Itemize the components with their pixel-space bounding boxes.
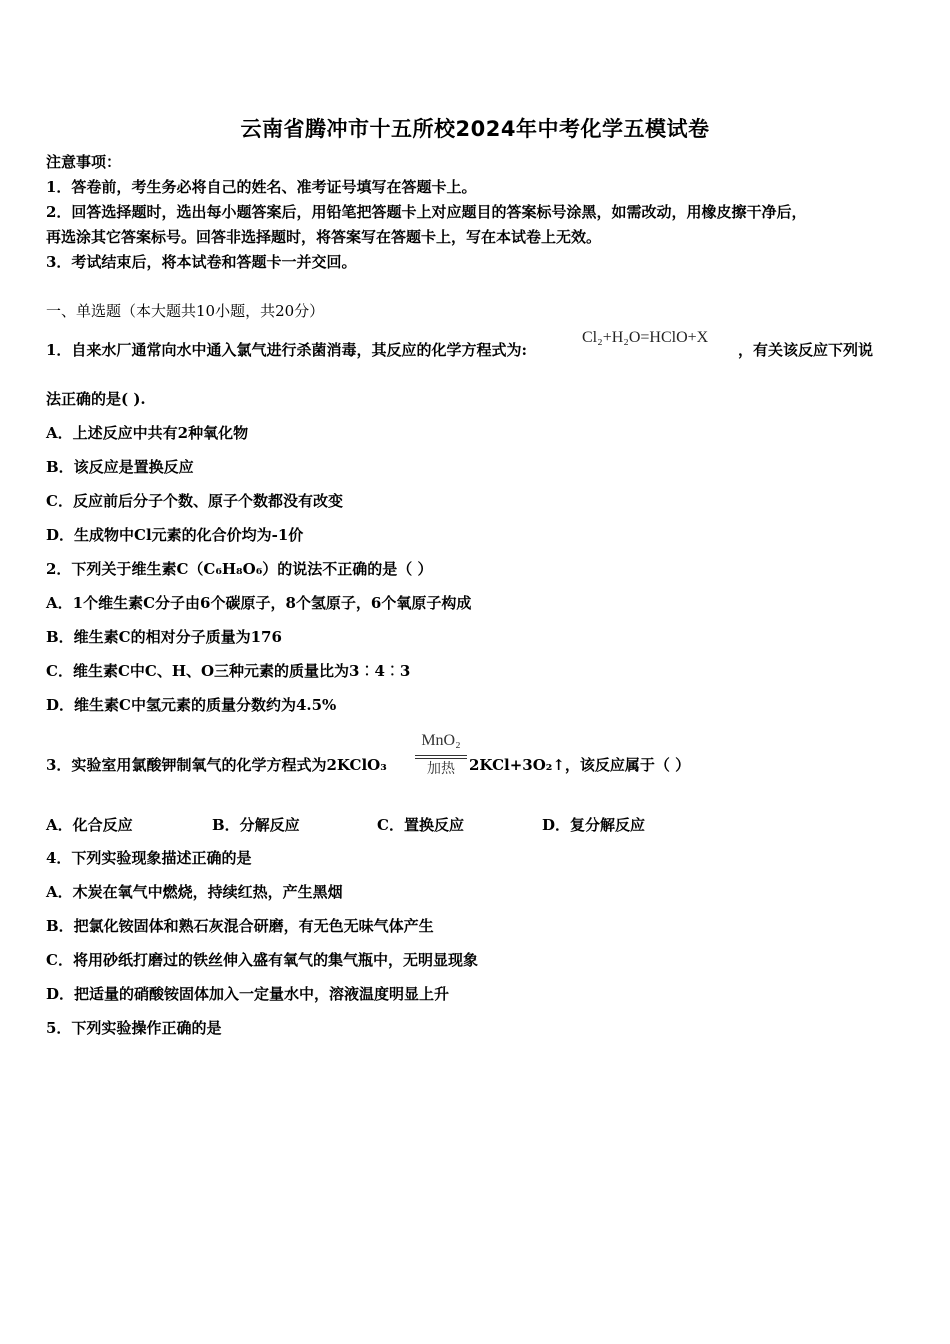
catalyst-label: MnO₂	[421, 732, 461, 749]
q1-equation: Cl₂+H₂O=HClO+X	[582, 329, 709, 346]
q3-stem-post: 2KCl+3O₂↑，该反应属于（ ）	[469, 756, 691, 774]
q3-option-a: A．化合反应	[46, 816, 133, 834]
q1-stem-tail: ，有关该反应下列说	[738, 341, 874, 359]
q5-stem: 5．下列实验操作正确的是	[46, 1019, 222, 1037]
q2-option-c: C．维生素C中C、H、O三种元素的质量比为3︰4︰3	[46, 662, 411, 680]
section-heading: 一、单选题（本大题共10小题，共20分）	[46, 302, 325, 320]
page-title: 云南省腾冲市十五所校2024年中考化学五模试卷	[240, 117, 710, 141]
q2-stem: 2．下列关于维生素C（C₆H₈O₆）的说法不正确的是（ ）	[46, 560, 433, 578]
reaction-condition	[415, 731, 467, 780]
equals-bar	[415, 755, 467, 756]
q1-stem: 1．自来水厂通常向水中通入氯气进行杀菌消毒，其反应的化学方程式为:	[46, 341, 527, 359]
notice-item: 再选涂其它答案标号。回答非选择题时，将答案写在答题卡上，写在本试卷上无效。	[46, 228, 602, 246]
q4-option-b: B．把氯化铵固体和熟石灰混合研磨，有无色无味气体产生	[46, 917, 434, 935]
notice-item: 2．回答选择题时，选出每小题答案后，用铅笔把答题卡上对应题目的答案标号涂黑，如需改动，用橡皮擦干净后，	[46, 203, 807, 221]
q2-option-d: D．维生素C中氢元素的质量分数约为4.5%	[46, 696, 337, 714]
q1-stem-cont: 法正确的是( ).	[46, 390, 146, 408]
q3-option-d: D．复分解反应	[542, 816, 646, 834]
notice-heading: 注意事项：	[46, 153, 122, 171]
q1-option-c: C．反应前后分子个数、原子个数都没有改变	[46, 492, 343, 510]
equals-bar	[415, 758, 467, 759]
q4-option-d: D．把适量的硝酸铵固体加入一定量水中，溶液温度明显上升	[46, 985, 450, 1003]
q1-option-b: B．该反应是置换反应	[46, 458, 194, 476]
condition-label: 加热	[427, 762, 455, 777]
notice-item: 3．考试结束后，将本试卷和答题卡一并交回。	[46, 253, 357, 271]
q3-stem-pre: 3．实验室用氯酸钾制氧气的化学方程式为2KClO₃	[46, 756, 387, 774]
q1-option-d: D．生成物中Cl元素的化合价均为-1价	[46, 526, 304, 544]
q4-option-c: C．将用砂纸打磨过的铁丝伸入盛有氧气的集气瓶中，无明显现象	[46, 951, 478, 969]
q1-option-a: A．上述反应中共有2种氧化物	[46, 424, 249, 442]
q3-option-b: B．分解反应	[212, 816, 300, 834]
q4-option-a: A．木炭在氧气中燃烧，持续红热，产生黑烟	[46, 883, 343, 901]
q4-stem: 4．下列实验现象描述正确的是	[46, 849, 252, 867]
q3-option-c: C．置换反应	[377, 816, 464, 834]
q2-option-a: A．1个维生素C分子由6个碳原子，8个氢原子，6个氧原子构成	[46, 594, 472, 612]
notice-item: 1．答卷前，考生务必将自己的姓名、准考证号填写在答题卡上。	[46, 178, 477, 196]
q2-option-b: B．维生素C的相对分子质量为176	[46, 628, 282, 646]
